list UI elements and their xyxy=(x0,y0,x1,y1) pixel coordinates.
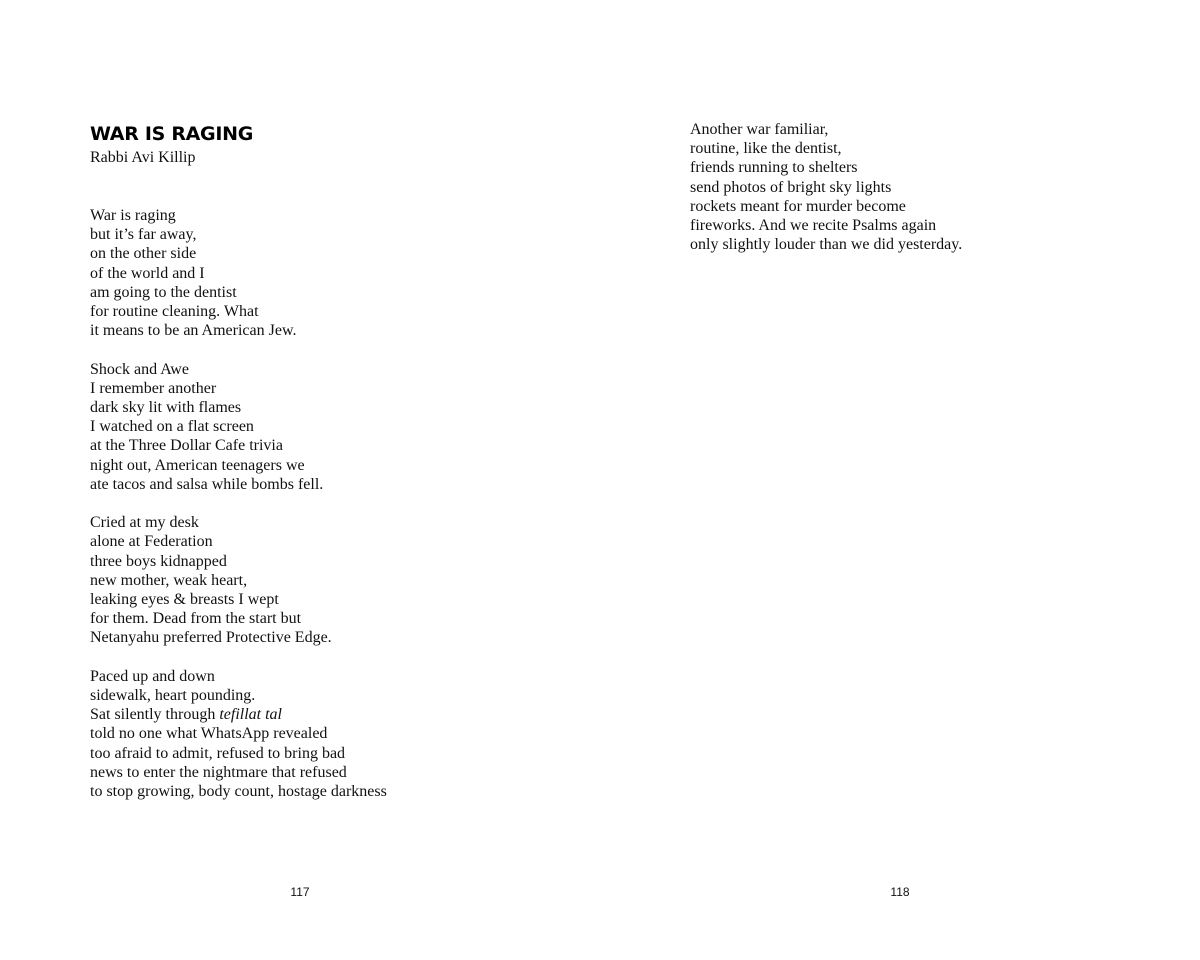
poem-line: I watched on a flat screen xyxy=(90,418,254,436)
poem-line: only slightly louder than we did yesterday. xyxy=(690,236,963,254)
right-page xyxy=(600,0,1200,960)
poem-line: new mother, weak heart, xyxy=(90,571,248,589)
poem-line: told no one what WhatsApp revealed xyxy=(90,725,328,743)
poem-author: Rabbi Avi Killip xyxy=(90,149,196,166)
poem-line: ate tacos and salsa while bombs fell. xyxy=(90,475,324,493)
poem-line: routine, like the dentist, xyxy=(690,140,842,158)
poem-line: three boys kidnapped xyxy=(90,552,227,570)
italic-phrase: tefillat tal xyxy=(219,706,282,724)
poem-line: am going to the dentist xyxy=(90,283,237,301)
stanza-2 xyxy=(90,360,387,494)
poem-line: friends running to shelters xyxy=(690,159,858,177)
poem-line: for them. Dead from the start but xyxy=(90,610,302,628)
poem-line: but it’s far away, xyxy=(90,226,197,244)
poem-line: of the world and I xyxy=(90,264,205,282)
poem-title: WAR IS RAGING xyxy=(90,123,254,145)
poem-body-right xyxy=(690,120,962,274)
poem-line: too afraid to admit, refused to bring bad xyxy=(90,744,346,762)
poem-line: fireworks. And we recite Psalms again xyxy=(690,217,937,235)
poem-line: dark sky lit with flames xyxy=(90,399,242,417)
stanza-3 xyxy=(90,513,387,647)
poem-line: at the Three Dollar Cafe trivia xyxy=(90,437,283,455)
poem-line: rockets meant for murder become xyxy=(690,197,906,215)
stanza-4 xyxy=(90,667,387,801)
poem-line: alone at Federation xyxy=(90,533,213,551)
poem-line: War is raging xyxy=(90,207,176,224)
stanza-1 xyxy=(90,206,387,340)
poem-line: for routine cleaning. What xyxy=(90,303,259,321)
poem-line: to stop growing, body count, hostage darkness xyxy=(90,783,387,801)
poem-line: Paced up and down xyxy=(90,667,215,685)
page-number: 117 xyxy=(290,885,310,899)
stanza-5 xyxy=(690,120,962,254)
poem-line-text: Sat silently through xyxy=(90,706,216,724)
poem-line: on the other side xyxy=(90,245,197,263)
poem-body-left xyxy=(90,206,387,820)
page-number: 118 xyxy=(890,885,910,899)
poem-line: Netanyahu preferred Protective Edge. xyxy=(90,629,332,647)
poem-line: send photos of bright sky lights xyxy=(690,178,892,196)
poem-line: news to enter the nightmare that refused xyxy=(90,763,347,781)
poem-line: Shock and Awe xyxy=(90,360,189,378)
poem-line: it means to be an American Jew. xyxy=(90,322,297,340)
poem-line: I remember another xyxy=(90,379,217,397)
poem-line: Cried at my desk xyxy=(90,514,199,532)
poem-line: Another war familiar, xyxy=(690,121,829,138)
poem-line: night out, American teenagers we xyxy=(90,456,305,474)
poem-line xyxy=(90,705,387,724)
poem-line: leaking eyes & breasts I wept xyxy=(90,591,279,609)
poem-line: sidewalk, heart pounding. xyxy=(90,687,256,705)
